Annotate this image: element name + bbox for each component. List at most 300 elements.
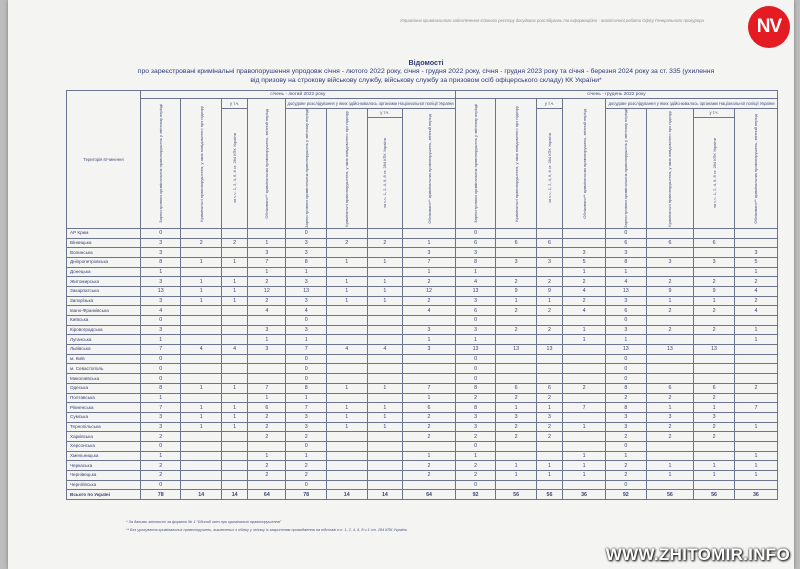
- table-row: [67, 422, 778, 432]
- col-pt-article-2: за ч.ч. 1, 2, 4, 6, 8 ст. 284 КПК України: [694, 117, 735, 228]
- col-registered-2: Зареєстровано кримінальних правопорушень у звітному періоді: [455, 99, 496, 229]
- table-cell: 1: [140, 393, 181, 403]
- table-cell: 6: [646, 238, 694, 248]
- table-cell: [563, 374, 606, 384]
- table-cell: 0: [140, 374, 181, 384]
- table-cell: 1: [248, 393, 286, 403]
- table-cell: 1: [496, 461, 537, 471]
- table-cell: 1: [181, 277, 222, 287]
- table-cell: [222, 432, 248, 442]
- table-cell: 2: [646, 306, 694, 316]
- col-pretrial: досудове розслідування у яких здійснювалось органами Національної поліції України: [286, 99, 455, 109]
- table-cell: 3: [286, 412, 327, 422]
- table-cell: 7: [734, 403, 777, 413]
- table-cell: 1: [403, 238, 455, 248]
- table-cell: 1: [734, 335, 777, 345]
- table-cell: [694, 335, 735, 345]
- table-cell: 7: [248, 383, 286, 393]
- table-cell: [222, 364, 248, 374]
- table-cell: 3: [140, 325, 181, 335]
- table-cell: 3: [606, 412, 647, 422]
- territory-header: Територія втчинення: [67, 91, 141, 229]
- table-cell: 3: [455, 296, 496, 306]
- region-name: Всього по Україні: [67, 490, 141, 500]
- table-cell: [563, 354, 606, 364]
- table-cell: 1: [222, 403, 248, 413]
- table-cell: 1: [403, 267, 455, 277]
- table-cell: 1: [140, 335, 181, 345]
- table-cell: 2: [496, 393, 537, 403]
- table-cell: 56: [694, 490, 735, 500]
- table-cell: [694, 248, 735, 258]
- table-cell: 1: [222, 277, 248, 287]
- table-cell: 1: [496, 471, 537, 481]
- table-cell: 13: [646, 345, 694, 355]
- region-name: Волинська: [67, 248, 141, 258]
- table-cell: 1: [286, 267, 327, 277]
- table-cell: 6: [496, 238, 537, 248]
- table-cell: [536, 364, 562, 374]
- region-name: Житомирська: [67, 277, 141, 287]
- table-cell: 2: [694, 306, 735, 316]
- table-cell: 1: [326, 403, 367, 413]
- table-cell: 6: [606, 306, 647, 316]
- table-cell: [734, 364, 777, 374]
- table-cell: [694, 480, 735, 490]
- table-cell: 3: [286, 325, 327, 335]
- table-cell: 6: [536, 238, 562, 248]
- table-cell: 3: [286, 248, 327, 258]
- table-cell: 7: [286, 403, 327, 413]
- table-cell: 8: [606, 257, 647, 267]
- table-cell: 1: [326, 296, 367, 306]
- table-cell: [326, 461, 367, 471]
- table-cell: 1: [248, 238, 286, 248]
- table-cell: 6: [496, 383, 537, 393]
- table-cell: [181, 432, 222, 442]
- table-row: [67, 228, 778, 238]
- table-row: [67, 248, 778, 258]
- col-pt-article: за ч.ч. 1, 2, 4, 6, 8 ст. 284 КПК України: [367, 117, 403, 228]
- table-cell: 2: [222, 238, 248, 248]
- table-cell: 36: [734, 490, 777, 500]
- table-cell: 1: [222, 296, 248, 306]
- table-row: [67, 267, 778, 277]
- table-cell: [694, 228, 735, 238]
- table-cell: 64: [403, 490, 455, 500]
- region-name: Львівська: [67, 345, 141, 355]
- table-cell: [222, 316, 248, 326]
- table-cell: 1: [563, 461, 606, 471]
- table-cell: [367, 335, 403, 345]
- table-cell: 13: [694, 345, 735, 355]
- table-cell: 2: [563, 296, 606, 306]
- table-cell: [326, 432, 367, 442]
- table-cell: 1: [455, 335, 496, 345]
- table-cell: 8: [455, 257, 496, 267]
- table-cell: [734, 432, 777, 442]
- table-cell: 4: [734, 286, 777, 296]
- table-cell: 0: [286, 354, 327, 364]
- period-header-1: січень - лютий 2022 року: [140, 91, 455, 99]
- table-cell: 8: [140, 257, 181, 267]
- table-cell: 4: [563, 306, 606, 316]
- table-cell: 8: [286, 257, 327, 267]
- table-cell: 8: [455, 383, 496, 393]
- table-cell: 0: [140, 228, 181, 238]
- table-cell: [181, 228, 222, 238]
- table-cell: 2: [536, 306, 562, 316]
- table-cell: 1: [403, 451, 455, 461]
- table-cell: 7: [248, 257, 286, 267]
- table-cell: [181, 325, 222, 335]
- table-cell: [326, 335, 367, 345]
- table-cell: 0: [286, 316, 327, 326]
- table-cell: 0: [455, 354, 496, 364]
- table-cell: [646, 374, 694, 384]
- table-cell: [496, 354, 537, 364]
- table-cell: 6: [646, 383, 694, 393]
- table-cell: 0: [140, 441, 181, 451]
- region-name: Закарпатська: [67, 286, 141, 296]
- table-cell: 0: [606, 441, 647, 451]
- table-cell: 1: [181, 403, 222, 413]
- table-cell: 3: [403, 345, 455, 355]
- table-cell: [181, 480, 222, 490]
- col-closed: Обліковано** кримінальних правопорушень, звітний період: [248, 99, 286, 229]
- table-cell: 3: [140, 238, 181, 248]
- table-cell: 3: [286, 277, 327, 287]
- table-cell: 1: [536, 461, 562, 471]
- table-cell: 8: [455, 403, 496, 413]
- table-cell: 8: [140, 383, 181, 393]
- table-cell: 6: [694, 238, 735, 248]
- region-name: м. Севастополь: [67, 364, 141, 374]
- table-cell: 9: [694, 286, 735, 296]
- table-cell: 4: [403, 306, 455, 316]
- col-pt-incl: у т.ч.: [367, 109, 403, 118]
- table-cell: [734, 238, 777, 248]
- table-cell: [326, 364, 367, 374]
- table-cell: 2: [606, 461, 647, 471]
- table-cell: [367, 432, 403, 442]
- table-row: [67, 364, 778, 374]
- footnotes: [126, 518, 407, 534]
- table-row: [67, 451, 778, 461]
- table-cell: [181, 248, 222, 258]
- table-cell: 13: [455, 345, 496, 355]
- table-cell: 7: [403, 383, 455, 393]
- table-cell: 0: [606, 228, 647, 238]
- table-cell: [367, 441, 403, 451]
- table-cell: [222, 480, 248, 490]
- region-name: Чернігівська: [67, 480, 141, 490]
- table-cell: 2: [536, 325, 562, 335]
- table-cell: [367, 267, 403, 277]
- table-cell: [367, 471, 403, 481]
- table-cell: [326, 228, 367, 238]
- table-cell: 0: [286, 364, 327, 374]
- region-name: Луганська: [67, 335, 141, 345]
- table-cell: [248, 374, 286, 384]
- table-cell: 4: [181, 345, 222, 355]
- table-cell: [646, 228, 694, 238]
- table-cell: 1: [222, 422, 248, 432]
- table-row: [67, 393, 778, 403]
- table-cell: [222, 354, 248, 364]
- table-cell: [403, 228, 455, 238]
- table-cell: [326, 248, 367, 258]
- table-cell: [694, 354, 735, 364]
- table-cell: 8: [606, 403, 647, 413]
- table-cell: 1: [181, 412, 222, 422]
- table-cell: [222, 267, 248, 277]
- region-name: Одеська: [67, 383, 141, 393]
- table-cell: 2: [181, 238, 222, 248]
- table-cell: 12: [403, 286, 455, 296]
- table-cell: [694, 267, 735, 277]
- table-cell: 1: [734, 471, 777, 481]
- table-cell: 6: [455, 238, 496, 248]
- table-cell: [222, 471, 248, 481]
- table-cell: 3: [606, 296, 647, 306]
- col-registered: Зареєстровано кримінальних правопорушень у звітному періоді: [140, 99, 181, 229]
- table-cell: 7: [140, 403, 181, 413]
- table-cell: [248, 441, 286, 451]
- table-cell: [181, 374, 222, 384]
- table-cell: 1: [140, 267, 181, 277]
- table-cell: [496, 441, 537, 451]
- table-cell: [734, 354, 777, 364]
- table-cell: 1: [248, 335, 286, 345]
- table-cell: 1: [326, 383, 367, 393]
- region-name: Миколаївська: [67, 374, 141, 384]
- table-cell: 2: [248, 412, 286, 422]
- table-cell: [367, 316, 403, 326]
- table-cell: 6: [403, 403, 455, 413]
- region-name: Чернівецька: [67, 471, 141, 481]
- table-cell: 7: [563, 403, 606, 413]
- letterhead: Управління кримінального забезпечення Єдиного реєстру досудових розслідувань та інформаційно - аналітичної роботи Офісу Генерального прокурора: [400, 18, 704, 23]
- table-cell: 2: [496, 306, 537, 316]
- table-cell: [326, 306, 367, 316]
- table-cell: 12: [248, 286, 286, 296]
- table-cell: 4: [222, 345, 248, 355]
- table-cell: [222, 228, 248, 238]
- table-cell: [222, 461, 248, 471]
- table-cell: 2: [606, 432, 647, 442]
- table-cell: 0: [455, 364, 496, 374]
- table-cell: 2: [563, 277, 606, 287]
- table-cell: 1: [367, 422, 403, 432]
- table-row: [67, 471, 778, 481]
- table-cell: 2: [286, 461, 327, 471]
- table-cell: 1: [222, 412, 248, 422]
- table-cell: 2: [606, 393, 647, 403]
- table-cell: 1: [367, 296, 403, 306]
- table-cell: 8: [606, 383, 647, 393]
- table-cell: 2: [694, 277, 735, 287]
- table-cell: [403, 480, 455, 490]
- table-cell: 2: [248, 296, 286, 306]
- region-name: Дніпропетровська: [67, 257, 141, 267]
- table-cell: 2: [367, 238, 403, 248]
- table-cell: 1: [563, 422, 606, 432]
- table-cell: [734, 480, 777, 490]
- table-cell: 1: [181, 296, 222, 306]
- table-cell: [248, 364, 286, 374]
- table-cell: 3: [606, 422, 647, 432]
- table-row: [67, 441, 778, 451]
- table-cell: 0: [606, 364, 647, 374]
- table-cell: [222, 374, 248, 384]
- region-name: Київська: [67, 316, 141, 326]
- table-cell: 1: [326, 277, 367, 287]
- col-pt-notices: Кримінальні правопорушення, у яких повідомлено про підозру: [326, 109, 367, 229]
- table-cell: 3: [140, 277, 181, 287]
- table-row: [67, 480, 778, 490]
- table-cell: 1: [248, 451, 286, 461]
- table-cell: [367, 354, 403, 364]
- table-cell: 6: [694, 383, 735, 393]
- region-name: Черкаська: [67, 461, 141, 471]
- table-cell: 1: [367, 412, 403, 422]
- table-cell: 3: [496, 257, 537, 267]
- table-cell: 3: [248, 345, 286, 355]
- table-cell: [734, 393, 777, 403]
- table-cell: 1: [496, 296, 537, 306]
- table-cell: 1: [326, 286, 367, 296]
- table-cell: 3: [403, 248, 455, 258]
- table-cell: 3: [455, 422, 496, 432]
- table-cell: 2: [248, 277, 286, 287]
- table-cell: 3: [694, 257, 735, 267]
- table-cell: 3: [536, 257, 562, 267]
- table-cell: 2: [694, 432, 735, 442]
- table-cell: 1: [326, 257, 367, 267]
- col-incl-2: у т.ч.: [536, 99, 562, 109]
- region-name: Донецька: [67, 267, 141, 277]
- table-cell: [326, 393, 367, 403]
- region-name: АР Крим: [67, 228, 141, 238]
- table-cell: 1: [403, 393, 455, 403]
- table-cell: [536, 335, 562, 345]
- footnote-2: ** Без урахування кримінальних правопорушень, виключених з обліку у зв'язку із закриттям провадження на підставі п.п. 1, 2, 4, 6, 8 ч.1 ст. 284 КПК України: [126, 528, 407, 532]
- region-name: Запорізька: [67, 296, 141, 306]
- table-cell: [326, 325, 367, 335]
- table-cell: [222, 393, 248, 403]
- table-cell: 1: [286, 451, 327, 461]
- table-cell: [367, 306, 403, 316]
- table-cell: [496, 228, 537, 238]
- table-cell: 2: [455, 393, 496, 403]
- table-cell: 2: [694, 325, 735, 335]
- table-cell: 3: [140, 422, 181, 432]
- table-cell: 1: [646, 461, 694, 471]
- table-cell: 0: [140, 316, 181, 326]
- table-cell: 3: [694, 412, 735, 422]
- table-cell: 4: [286, 306, 327, 316]
- table-cell: 1: [222, 257, 248, 267]
- col-pt-registered-2: Зареєстровано кримінальних правопорушень у звітному періоді: [606, 109, 647, 229]
- table-cell: [496, 248, 537, 258]
- table-cell: 0: [455, 316, 496, 326]
- table-cell: 1: [181, 286, 222, 296]
- table-cell: 1: [326, 412, 367, 422]
- table-cell: 2: [734, 277, 777, 287]
- title-heading: Відомості: [408, 58, 444, 67]
- table-cell: [326, 471, 367, 481]
- region-name: Кіровоградська: [67, 325, 141, 335]
- table-cell: [646, 364, 694, 374]
- table-cell: [181, 316, 222, 326]
- table-cell: 14: [222, 490, 248, 500]
- table-cell: 1: [455, 451, 496, 461]
- table-cell: [734, 441, 777, 451]
- table-cell: [326, 451, 367, 461]
- table-cell: [734, 412, 777, 422]
- table-cell: 1: [563, 451, 606, 461]
- table-cell: [403, 316, 455, 326]
- table-cell: [646, 441, 694, 451]
- region-name: Рівненська: [67, 403, 141, 413]
- footnote-1: * За даними звітності за формою № 1 "Єдиний звіт про кримінальні правопорушення": [126, 520, 282, 524]
- table-cell: [536, 441, 562, 451]
- table-cell: 2: [403, 412, 455, 422]
- col-closed-2: Обліковано** кримінальних правопорушень, звітний період: [563, 99, 606, 229]
- region-name: Харківська: [67, 432, 141, 442]
- col-pt-closed: Обліковано** кримінальних правопорушень, звітний період: [403, 109, 455, 229]
- region-name: Вінницька: [67, 238, 141, 248]
- region-name: Сумська: [67, 412, 141, 422]
- table-cell: 1: [734, 422, 777, 432]
- table-cell: 0: [606, 480, 647, 490]
- table-cell: 2: [403, 422, 455, 432]
- table-cell: 1: [606, 335, 647, 345]
- table-cell: 3: [140, 296, 181, 306]
- table-cell: 2: [646, 393, 694, 403]
- table-cell: 2: [536, 422, 562, 432]
- table-cell: 0: [455, 374, 496, 384]
- col-incl: у т.ч.: [222, 99, 248, 109]
- table-cell: [326, 480, 367, 490]
- table-cell: [563, 364, 606, 374]
- table-cell: 1: [694, 461, 735, 471]
- table-cell: 3: [248, 325, 286, 335]
- table-cell: 6: [606, 238, 647, 248]
- table-cell: [646, 267, 694, 277]
- table-cell: 1: [367, 286, 403, 296]
- table-cell: 2: [646, 432, 694, 442]
- table-cell: 2: [140, 471, 181, 481]
- table-cell: 1: [181, 383, 222, 393]
- table-cell: 78: [286, 490, 327, 500]
- table-cell: 5: [734, 257, 777, 267]
- table-cell: 1: [286, 335, 327, 345]
- col-pt-incl-2: у т.ч.: [694, 109, 735, 118]
- table-cell: 2: [694, 393, 735, 403]
- table-cell: [694, 364, 735, 374]
- table-row: [67, 403, 778, 413]
- table-cell: 0: [140, 364, 181, 374]
- table-cell: [181, 461, 222, 471]
- table-cell: 1: [496, 403, 537, 413]
- table-cell: 78: [140, 490, 181, 500]
- table-row: [67, 316, 778, 326]
- table-cell: 1: [694, 403, 735, 413]
- table-row: [67, 345, 778, 355]
- col-notices-2: Кримінальні правопорушення, у яких повідомлено про підозру: [496, 99, 537, 229]
